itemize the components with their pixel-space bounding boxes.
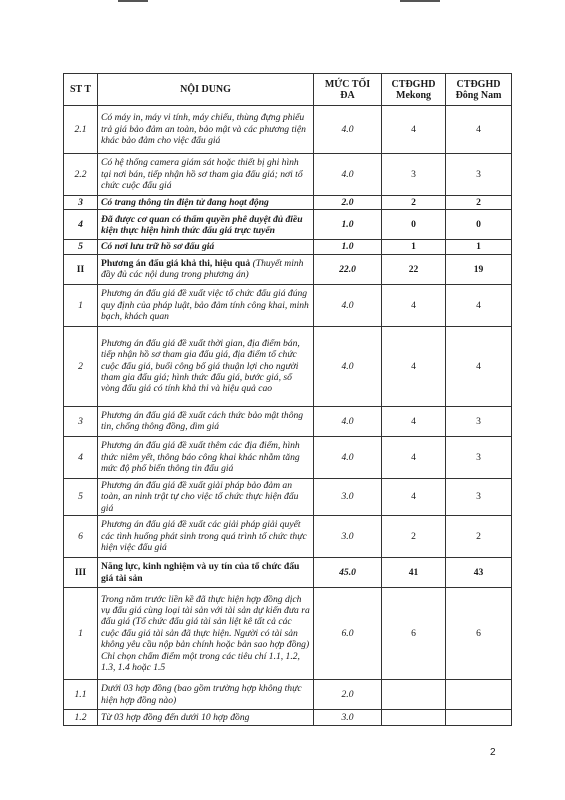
cell-score-dongnam: 3 [446, 478, 512, 515]
table-row [64, 106, 512, 154]
cell-content-text: Trong năm trước liền kề đã thực hiện hợp đồng dịch vụ đấu giá cùng loại tài sản với tài sản dự kiến đưa ra đấu giá (Tổ chức đấu giá tài sản liệt kê tất cả các cuộc đấu giá tài sản đã thực hiện. Người có tài sản không yêu cầu nộp bản chính hoặc bản sao hợp đồng) Chỉ chọn chấm điểm một trong các tiêu chí 1.1, 1.2, 1.3, 1.4 hoặc 1.5 [101, 593, 310, 674]
cell-content [98, 196, 314, 210]
cell-content-text: Có nơi lưu trữ hồ sơ đấu giá [101, 241, 215, 253]
cell-score-dongnam: 3 [446, 154, 512, 196]
cell-content-text: Năng lực, kinh nghiệm và uy tín của tổ chức đấu giá tài sản [101, 561, 300, 584]
cell-score-dongnam: 4 [446, 284, 512, 326]
cell-max-score: 22.0 [314, 254, 382, 284]
cell-content [98, 516, 314, 558]
table-row [64, 680, 512, 710]
cell-max-score: 4.0 [314, 436, 382, 478]
cell-content-text: Phương án đấu giá đề xuất thời gian, địa điểm bán, tiếp nhận hồ sơ tham gia đấu giá, địa điểm tổ chức cuộc đấu giá, buổi công bố giá thuận lợi cho người tham gia đấu giá; hình thức đấu giá, bước giá, số vòng đấu giá có tính khả thi và hiệu quả cao [101, 337, 300, 395]
table-row [64, 588, 512, 680]
cell-stt: 5 [64, 478, 98, 515]
cell-score-dongnam: 2 [446, 196, 512, 210]
header-dongnam: CTĐGHD Đông Nam [446, 74, 512, 106]
cell-score-mekong: 4 [382, 406, 446, 436]
scan-edge-mark [118, 0, 148, 2]
cell-score-mekong: 4 [382, 106, 446, 154]
cell-content-text: Có trang thông tin điện tử đang hoạt động [101, 197, 269, 208]
cell-content-text: Dưới 03 hợp đồng (bao gồm trường hợp không thực hiện hợp đồng nào) [101, 683, 302, 706]
table-row [64, 478, 512, 515]
cell-content [98, 680, 314, 710]
cell-score-dongnam: 1 [446, 240, 512, 254]
cell-content-text: Phương án đấu giá đề xuất cách thức bảo mật thông tin, chống thông đồng, dìm giá [101, 409, 304, 433]
table-row [64, 196, 512, 210]
cell-stt: 3 [64, 196, 98, 210]
cell-stt: 2.2 [64, 154, 98, 196]
cell-score-mekong: 22 [382, 254, 446, 284]
cell-score-dongnam: 2 [446, 516, 512, 558]
cell-content [98, 326, 314, 406]
table-row [64, 154, 512, 196]
cell-score-mekong [382, 680, 446, 710]
cell-score-dongnam [446, 710, 512, 726]
scoring-table [63, 73, 512, 726]
table-row [64, 516, 512, 558]
cell-max-score: 4.0 [314, 326, 382, 406]
cell-content [98, 284, 314, 326]
cell-stt: 1.2 [64, 710, 98, 726]
header-mekong: CTĐGHD Mekong [382, 74, 446, 106]
cell-content-text: Phương án đấu giá đề xuất các giải pháp giải quyết các tình huống phát sinh trong quá trình tổ chức thực hiện việc đấu giá [101, 519, 307, 554]
table-row [64, 326, 512, 406]
cell-score-mekong: 4 [382, 326, 446, 406]
cell-content [98, 106, 314, 154]
cell-content [98, 710, 314, 726]
cell-content-text: Phương án đấu giá khả thi, hiệu quả [101, 257, 251, 269]
cell-stt: 2 [64, 326, 98, 406]
cell-max-score: 3.0 [314, 478, 382, 515]
cell-stt: 2.1 [64, 106, 98, 154]
cell-score-mekong: 41 [382, 558, 446, 588]
cell-score-mekong: 4 [382, 284, 446, 326]
cell-max-score: 1.0 [314, 240, 382, 254]
cell-stt: 5 [64, 240, 98, 254]
cell-score-dongnam: 3 [446, 436, 512, 478]
cell-score-mekong: 3 [382, 154, 446, 196]
cell-content-text: Từ 03 hợp đồng đến dưới 10 hợp đồng [101, 711, 250, 723]
cell-stt: 1.1 [64, 680, 98, 710]
cell-content [98, 254, 314, 284]
cell-content-note: (Thuyết minh đầy đủ các nội dung trong phương án) [101, 257, 304, 281]
cell-score-mekong: 2 [382, 516, 446, 558]
header-content: NỘI DUNG [98, 74, 314, 106]
cell-content-text: Phương án đấu giá đề xuất thêm các địa điểm, hình thức niêm yết, thông báo công khai khác nhằm tăng mức độ phổ biến thông tin đấu giá [101, 440, 300, 475]
cell-score-mekong: 1 [382, 240, 446, 254]
cell-stt: 4 [64, 210, 98, 240]
cell-stt: 4 [64, 436, 98, 478]
cell-score-dongnam: 6 [446, 588, 512, 680]
cell-content [98, 558, 314, 588]
cell-score-mekong: 4 [382, 436, 446, 478]
table-row [64, 558, 512, 588]
table-row [64, 436, 512, 478]
cell-max-score: 4.0 [314, 284, 382, 326]
cell-score-dongnam [446, 680, 512, 710]
cell-content-text: Có hệ thống camera giám sát hoặc thiết bị ghi hình tại nơi bán, tiếp nhận hồ sơ tham gia đấu giá; nơi tổ chức cuộc đấu giá [101, 157, 303, 192]
cell-max-score: 4.0 [314, 106, 382, 154]
cell-max-score: 3.0 [314, 516, 382, 558]
cell-content [98, 436, 314, 478]
cell-max-score: 4.0 [314, 406, 382, 436]
cell-max-score: 2.0 [314, 196, 382, 210]
cell-content-text: Đã được cơ quan có thẩm quyền phê duyệt đủ điều kiện thực hiện hình thức đấu giá trực tuyến [101, 213, 303, 236]
cell-content [98, 154, 314, 196]
cell-stt: 3 [64, 406, 98, 436]
cell-score-mekong: 6 [382, 588, 446, 680]
cell-score-dongnam: 0 [446, 210, 512, 240]
cell-content-text: Có máy in, máy vi tính, máy chiếu, thùng đựng phiếu trả giá bảo đảm an toàn, bảo mật và các phương tiện khác bảo đảm cho việc đấu giá [101, 112, 306, 147]
cell-score-dongnam: 19 [446, 254, 512, 284]
table-row [64, 240, 512, 254]
cell-max-score: 3.0 [314, 710, 382, 726]
table-row [64, 406, 512, 436]
cell-content-text: Phương án đấu giá đề xuất việc tổ chức đấu giá đúng quy định của pháp luật, bảo đảm tính công khai, minh bạch, khách quan [101, 288, 309, 323]
table-row [64, 284, 512, 326]
cell-stt: 1 [64, 284, 98, 326]
table-header-row [64, 74, 512, 106]
cell-content [98, 240, 314, 254]
cell-score-mekong: 2 [382, 196, 446, 210]
cell-max-score: 2.0 [314, 680, 382, 710]
scan-edge-mark [400, 0, 440, 2]
table-row [64, 254, 512, 284]
cell-max-score: 6.0 [314, 588, 382, 680]
cell-stt: 6 [64, 516, 98, 558]
table-body [64, 106, 512, 726]
cell-stt: 1 [64, 588, 98, 680]
cell-score-mekong [382, 710, 446, 726]
cell-max-score: 4.0 [314, 154, 382, 196]
cell-score-dongnam: 43 [446, 558, 512, 588]
table-row [64, 210, 512, 240]
table-row [64, 710, 512, 726]
header-max: MỨC TỐI ĐA [314, 74, 382, 106]
cell-content [98, 588, 314, 680]
cell-content [98, 478, 314, 515]
cell-score-mekong: 0 [382, 210, 446, 240]
cell-content [98, 406, 314, 436]
cell-max-score: 1.0 [314, 210, 382, 240]
cell-max-score: 45.0 [314, 558, 382, 588]
cell-content [98, 210, 314, 240]
cell-score-mekong: 4 [382, 478, 446, 515]
cell-stt: III [64, 558, 98, 588]
page-number: 2 [490, 747, 496, 758]
cell-content-text: Phương án đấu giá đề xuất giải pháp bảo đảm an toàn, an ninh trật tự cho việc tổ chức thực hiện đấu giá [101, 479, 299, 514]
cell-stt: II [64, 254, 98, 284]
cell-score-dongnam: 4 [446, 326, 512, 406]
cell-score-dongnam: 4 [446, 106, 512, 154]
cell-score-dongnam: 3 [446, 406, 512, 436]
header-stt: ST T [64, 74, 98, 106]
